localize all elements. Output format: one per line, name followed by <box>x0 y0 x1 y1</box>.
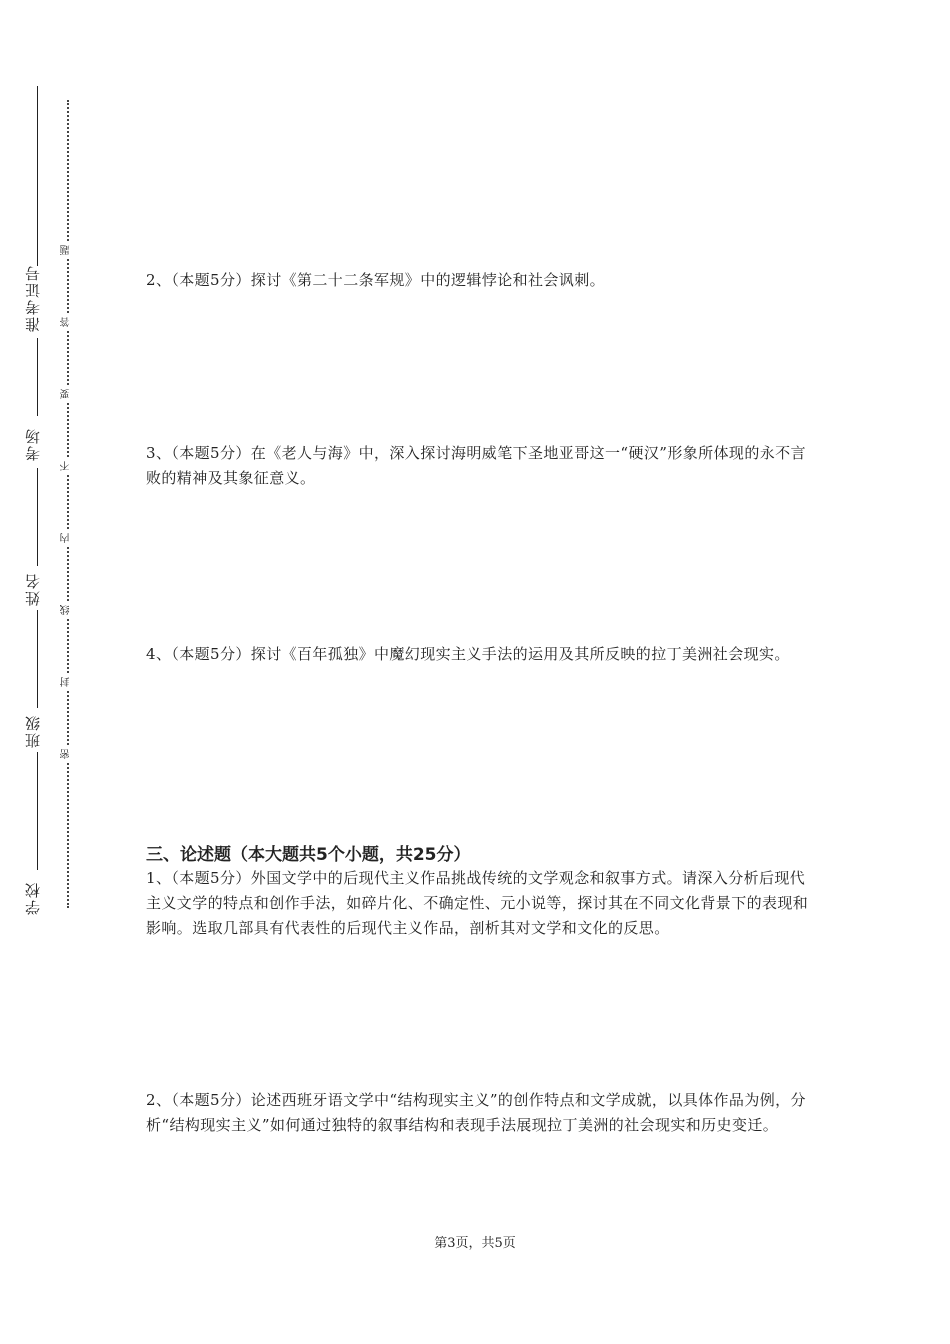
field-underline <box>37 86 38 266</box>
cut-line-word: 密 <box>60 746 74 762</box>
field-label: 班级 <box>24 714 42 748</box>
cut-line-word: 线 <box>60 602 74 618</box>
field-exam-id <box>22 86 44 338</box>
question-3-1: 1、（本题5分）外国文学中的后现代主义作品挑战传统的文学观念和叙事方式。请深入分析后现代主义文学的特点和创作手法，如碎片化、不确定性、元小说等，探讨其在不同文化背景下的表现和影响。选取几部具有代表性的后现代主义作品，剖析其对文学和文化的反思。 <box>146 869 809 937</box>
field-school <box>22 752 44 922</box>
field-label: 考场 <box>24 427 42 461</box>
section-3-title: 三、论述题（本大题共5个小题，共25分） <box>146 845 471 865</box>
question-2-4: 4、（本题5分）探讨《百年孤独》中魔幻现实主义手法的运用及其所反映的拉丁美洲社会现实。 <box>146 645 790 663</box>
field-class <box>22 610 44 752</box>
seal-cut-line <box>67 100 69 908</box>
field-underline <box>37 338 38 416</box>
cut-line-word: 封 <box>60 674 74 690</box>
field-name <box>22 468 44 610</box>
question-2-3: 3、（本题5分）在《老人与海》中，深入探讨海明威笔下圣地亚哥这一“硬汉”形象所体现的永不言败的精神及其象征意义。 <box>146 444 806 487</box>
field-exam-room <box>22 338 44 468</box>
field-underline <box>37 468 38 566</box>
field-label: 学校 <box>24 881 42 915</box>
page-number: 第3页，共5页 <box>434 1236 516 1251</box>
question-3-2: 2、（本题5分）论述西班牙语文学中“结构现实主义”的创作特点和文学成就，以具体作品为例，分析“结构现实主义”如何通过独特的叙事结构和表现手法展现拉丁美洲的社会现实和历史变迁。 <box>146 1091 806 1134</box>
field-label: 姓名 <box>24 572 42 606</box>
field-underline <box>37 610 38 708</box>
cut-line-word: 题 <box>60 242 74 258</box>
cut-line-word: 答 <box>60 314 74 330</box>
field-label: 准考证号 <box>24 264 42 332</box>
field-underline <box>37 752 38 870</box>
cut-line-word: 内 <box>60 530 74 546</box>
cut-line-word: 不 <box>60 458 74 474</box>
cut-line-word: 要 <box>60 386 74 402</box>
question-2-2: 2、（本题5分）探讨《第二十二条军规》中的逻辑悖论和社会讽刺。 <box>146 271 605 289</box>
